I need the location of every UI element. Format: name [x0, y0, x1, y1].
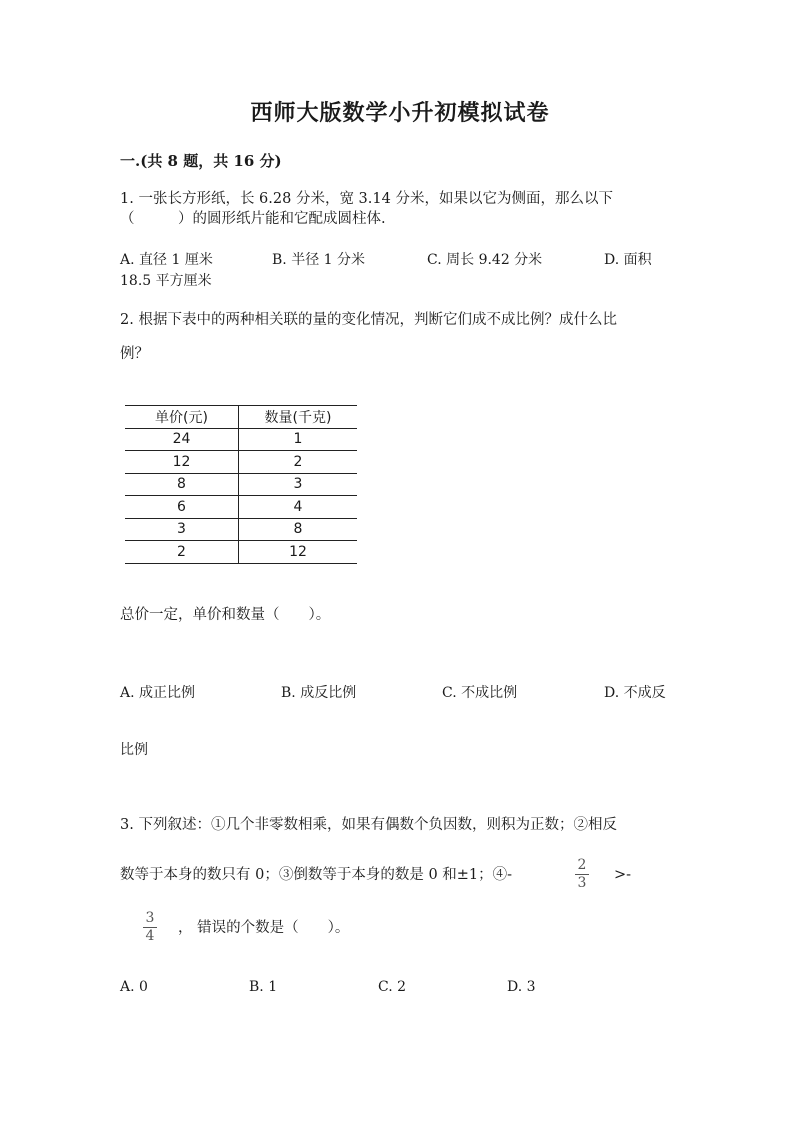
fraction-denominator: 3 [577, 875, 587, 891]
q2-option-a[interactable]: A. 成正比例 [120, 685, 196, 701]
table-row [125, 473, 357, 496]
q3-option-a[interactable]: A. 0 [120, 979, 148, 995]
table-cell: 8 [125, 473, 239, 496]
q1-option-c[interactable]: C. 周长 9.42 分米 [427, 252, 543, 268]
fraction-numerator: 2 [577, 857, 587, 873]
q3-option-d[interactable]: D. 3 [507, 979, 536, 995]
table-header-price: 单价(元) [125, 406, 239, 429]
q2-prompt: 总价一定，单价和数量（ ）。 [120, 607, 331, 623]
page-title: 西师大版数学小升初模拟试卷 [250, 100, 550, 126]
q1-line2: （ ）的圆形纸片能和它配成圆柱体. [120, 211, 386, 227]
price-quantity-table [125, 405, 357, 564]
table-cell: 2 [125, 541, 239, 564]
q2-option-d-cont: 比例 [120, 742, 148, 758]
q2-line2: 例？ [120, 346, 149, 362]
table-cell: 1 [239, 428, 358, 451]
q2-line1: 2. 根据下表中的两种相关联的量的变化情况，判断它们成不成比例？成什么比 [120, 312, 617, 328]
q2-option-b[interactable]: B. 成反比例 [281, 685, 357, 701]
table-cell: 8 [239, 518, 358, 541]
q3-line2-main: 数等于本身的数只有 0；③倒数等于本身的数是 0 和±1；④- [120, 867, 513, 883]
table-cell: 3 [239, 473, 358, 496]
table-cell: 12 [239, 541, 358, 564]
q3-option-c[interactable]: C. 2 [378, 979, 407, 995]
table-row [125, 518, 357, 541]
table-cell: 4 [239, 496, 358, 519]
q3-line1: 3. 下列叙述：①几个非零数相乘，如果有偶数个负因数，则积为正数；②相反 [120, 817, 617, 833]
table-cell: 2 [239, 451, 358, 474]
q3-option-b[interactable]: B. 1 [249, 979, 278, 995]
q3-line2-tail: >- [614, 867, 632, 883]
fraction-two-thirds [572, 858, 592, 891]
q1-option-b[interactable]: B. 半径 1 分米 [272, 252, 365, 268]
table-row [125, 428, 357, 451]
table-cell: 24 [125, 428, 239, 451]
table-row [125, 496, 357, 519]
q2-option-c[interactable]: C. 不成比例 [442, 685, 518, 701]
table-cell: 3 [125, 518, 239, 541]
q2-option-d[interactable]: D. 不成反 [604, 685, 666, 701]
q1-option-d-cont: 18.5 平方厘米 [120, 273, 212, 289]
fraction-denominator: 4 [145, 928, 155, 944]
table-row [125, 451, 357, 474]
fraction-three-fourths [140, 911, 160, 944]
table-header-quantity: 数量(千克) [239, 406, 358, 429]
fraction-numerator: 3 [145, 910, 155, 926]
table-cell: 12 [125, 451, 239, 474]
q1-option-d[interactable]: D. 面积 [604, 252, 652, 268]
section-heading: 一.(共 8 题，共 16 分) [120, 152, 282, 170]
q1-option-a[interactable]: A. 直径 1 厘米 [120, 252, 213, 268]
q3-line3: ， 错误的个数是（ ）。 [178, 920, 350, 936]
table-row [125, 541, 357, 564]
q1-line1: 1. 一张长方形纸，长 6.28 分米，宽 3.14 分米，如果以它为侧面，那么以下 [120, 191, 613, 207]
table-header-row [125, 406, 357, 429]
table-cell: 6 [125, 496, 239, 519]
